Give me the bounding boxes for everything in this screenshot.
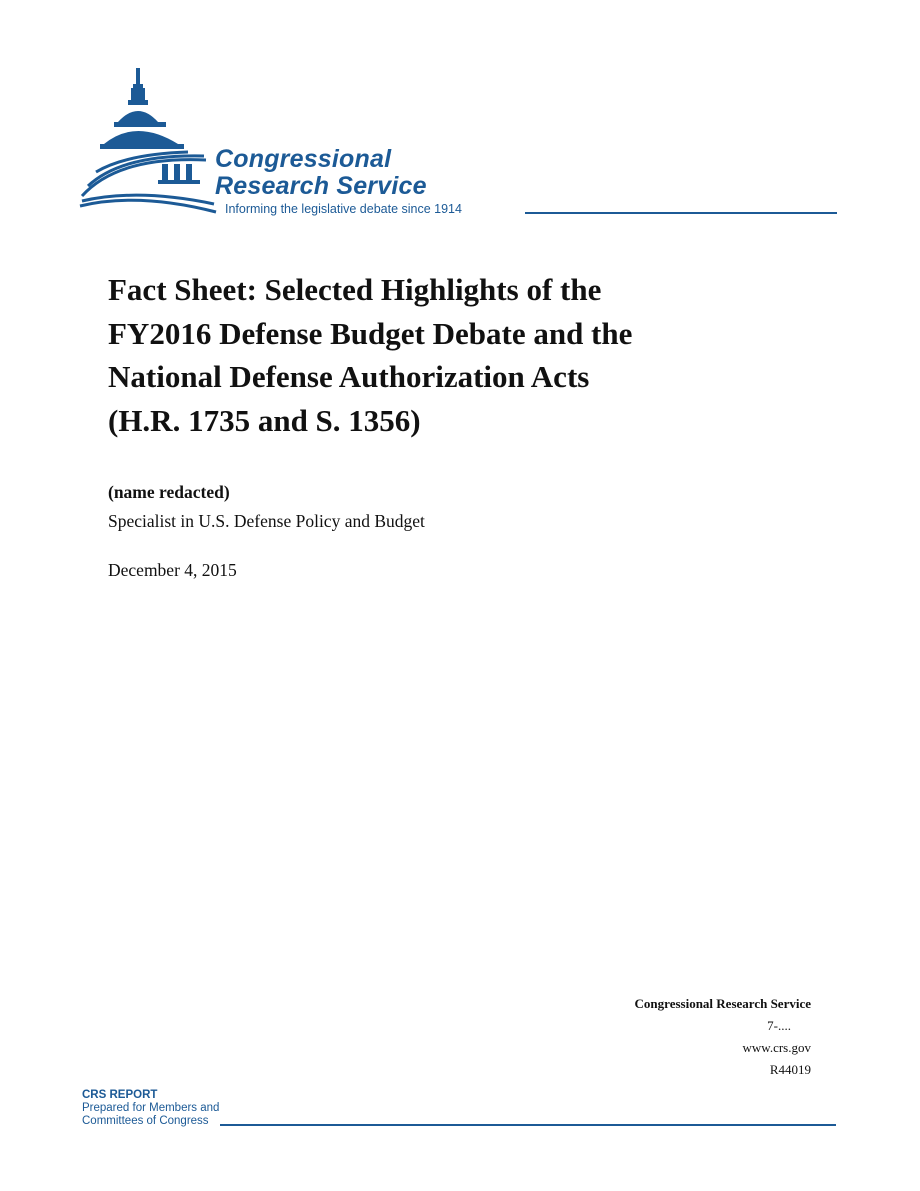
footer-label xyxy=(82,1089,219,1128)
title-line-2: FY2016 Defense Budget Debate and the xyxy=(108,315,633,351)
org-name-line2: Research Service xyxy=(215,172,427,200)
footer-divider xyxy=(220,1124,836,1126)
author-name: (name redacted) xyxy=(108,482,230,502)
capitol-dome-icon xyxy=(78,64,218,216)
meta-report-number: R44019 xyxy=(769,1062,811,1077)
footer-crs-report: CRS REPORT xyxy=(82,1089,158,1101)
footer-committees: Committees of Congress xyxy=(82,1115,209,1127)
title-line-1: Fact Sheet: Selected Highlights of the xyxy=(108,272,602,307)
title-line-3: National Defense Authorization Acts xyxy=(108,359,590,394)
title-line-4: (H.R. 1735 and S. 1356) xyxy=(108,402,421,438)
tagline-divider xyxy=(525,212,837,214)
report-title xyxy=(108,268,808,442)
report-meta xyxy=(635,993,811,1081)
footer-prepared-for: Prepared for Members and xyxy=(82,1102,220,1114)
tagline: Informing the legislative debate since 1914 xyxy=(225,202,462,216)
organization-name xyxy=(215,146,427,200)
meta-organization: Congressional Research Service xyxy=(634,996,811,1011)
org-name-line1: Congressional xyxy=(215,145,392,173)
publication-date: December 4, 2015 xyxy=(108,560,237,580)
author-role: Specialist in U.S. Defense Policy and Budget xyxy=(108,511,425,531)
meta-code: 7-.... xyxy=(767,1018,791,1033)
crs-logo xyxy=(78,64,838,224)
meta-website: www.crs.gov xyxy=(742,1040,811,1055)
